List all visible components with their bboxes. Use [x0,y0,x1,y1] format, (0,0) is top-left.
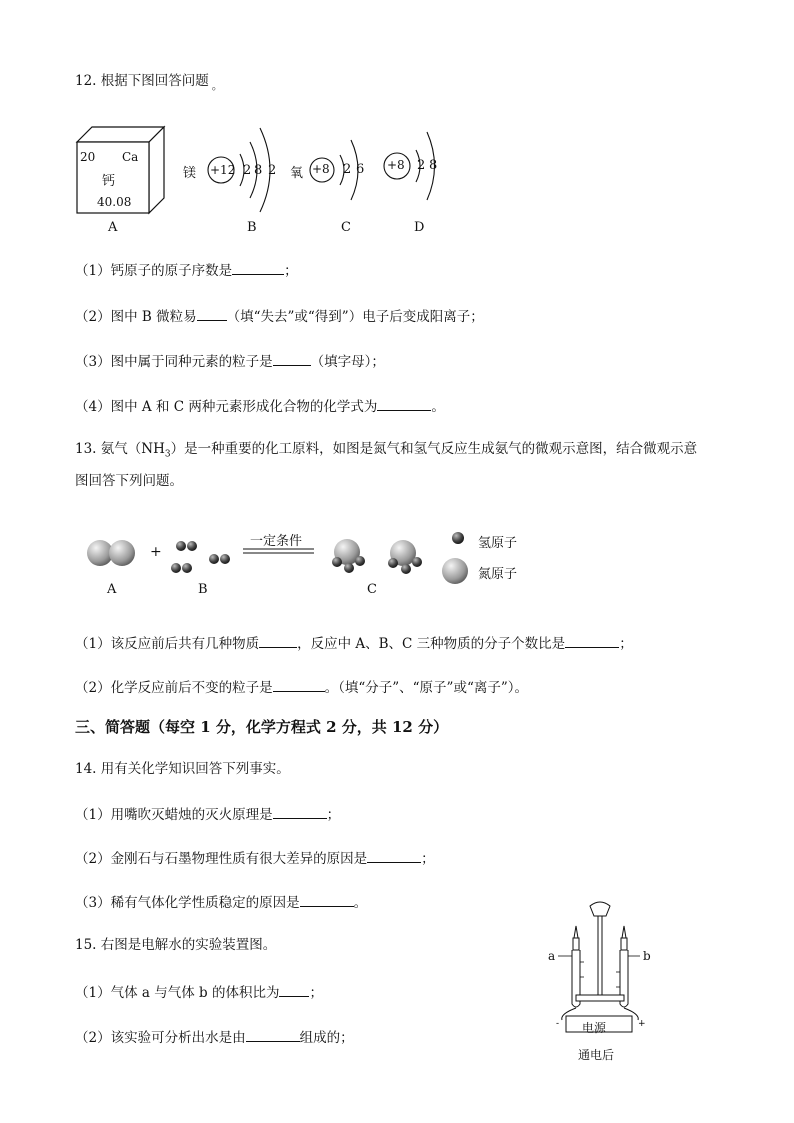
q14-part2-pre: （2）金刚石与石墨物理性质有很大差异的原因是 [75,851,368,867]
answer-blank-q12-1[interactable] [232,260,284,275]
label-C: C [341,220,351,235]
q13-label-A: A [107,582,117,597]
q13-part1-mid: ，反应中 A、B、C 三种物质的分子个数比是 [297,636,566,652]
right-tube-tip [622,926,626,938]
power-label: 电源 [582,1021,607,1035]
answer-blank-q13-1b[interactable] [565,633,619,648]
hydrogen-atom [209,554,219,564]
q13-stem-b: ）是一种重要的化工原料，如图是氮气和氢气反应生成氨气的微观示意图，结合微观示意 [170,441,698,457]
gas-label-b: b [643,949,651,963]
q15-part1-pre: （1）气体 a 与气体 b 的体积比为 [75,985,280,1001]
q13-part1 [75,633,633,653]
gas-label-a: a [548,949,556,963]
ammonia-hydrogen-atom [388,558,398,568]
plus-sign: + [150,544,162,560]
q12-part2-post: （填“失去”或“得到”）电子后变成阳离子； [226,309,484,325]
q14-part3-post: 。 [353,895,368,911]
q15-part2-post: 组成的； [299,1030,354,1046]
o-nucleus-charge: +8 [312,162,330,176]
q14-part1-pre: （1）用嘴吹灭蜡烛的灭火原理是 [75,807,273,823]
q12-stem-end: 。 [211,79,223,92]
q12-part3 [75,351,385,371]
label-A: A [108,220,118,235]
right-valve [621,938,627,950]
answer-blank-q12-4[interactable] [377,396,431,411]
q14-part1-post: ； [326,807,341,823]
d-shell-1: 2 [417,158,426,173]
answer-blank-q15-2[interactable] [246,1027,300,1042]
q14-part3 [75,892,367,912]
q13-stem [75,440,697,464]
q12-part4-post: 。 [431,399,445,415]
q12-part1 [75,260,298,280]
q13-subscript: 3 [164,449,171,460]
hydrogen-atom [187,541,197,551]
d-shell-2: 8 [429,158,438,173]
o-shell-1: 2 [343,162,352,177]
left-tube-tip [574,926,578,938]
hydrogen-atom [182,563,192,573]
legend-hydrogen-label: 氢原子 [478,536,518,551]
q13-label-C: C [367,582,377,597]
q12-part2 [75,306,484,326]
negative-terminal: - [556,1019,560,1029]
hydrogen-atom [176,541,186,551]
reaction-condition: 一定条件 [250,534,303,549]
calcium-atomic-mass: 40.08 [97,195,132,209]
ammonia-hydrogen-atom [332,557,342,567]
q12-part2-pre: （2）图中 B 微粒易 [75,309,197,325]
q13-part2-pre: （2）化学反应前后不变的粒子是 [75,680,273,696]
answer-blank-q14-2[interactable] [367,848,421,863]
ammonia-hydrogen-atom [355,556,365,566]
positive-terminal: + [638,1019,646,1029]
reservoir-funnel [590,902,610,916]
calcium-atomic-number: 20 [80,150,96,164]
mg-nucleus-charge: +12 [210,163,236,177]
left-valve [573,938,579,950]
q14-part3-pre: （3）稀有气体化学性质稳定的原因是 [75,895,300,911]
q14-stem: 14. 用有关化学知识回答下列事实。 [75,761,290,777]
answer-blank-q12-2[interactable] [197,306,227,321]
ammonia-hydrogen-atom [344,563,354,573]
answer-blank-q14-3[interactable] [300,892,354,907]
legend-hydrogen-icon [452,532,464,544]
mg-shell-3: 2 [268,163,277,178]
q15-part2-pre: （2）该实验可分析出水是由 [75,1030,246,1046]
q12-stem-text: 12. 根据下图回答问题 [75,73,209,89]
label-D: D [414,220,425,235]
q13-part1-pre: （1）该反应前后共有几种物质 [75,636,260,652]
q13-stem-a: 13. 氨气（NH [75,441,165,457]
hydrogen-atom [171,563,181,573]
q12-part4-pre: （4）图中 A 和 C 两种元素形成化合物的化学式为 [75,399,378,415]
answer-blank-q15-1[interactable] [279,982,309,997]
q12-part3-pre: （3）图中属于同种元素的粒子是 [75,354,273,370]
o-shell-2: 6 [356,162,365,177]
q15-stem: 15. 右图是电解水的实验装置图。 [75,937,277,953]
q13-part1-post: ； [619,636,633,652]
legend-nitrogen-label: 氮原子 [478,567,518,582]
apparatus-caption: 通电后 [578,1048,615,1062]
mg-shell-1: 2 [243,163,252,178]
bottom-connector [576,995,624,1001]
q15-part2 [75,1027,354,1047]
q13-part2 [75,677,528,697]
q15-part1 [75,982,323,1002]
answer-blank-q12-3[interactable] [273,351,311,366]
mg-shell-2: 8 [254,163,263,178]
q12-part3-post: （填字母）； [310,354,385,370]
magnesium-name: 镁 [183,166,197,181]
q12-part4 [75,396,445,416]
q13-part2-post: 。（填“分子”、“原子”或“离子”）。 [324,680,529,696]
q13-label-B: B [198,582,208,597]
nitrogen-molecule-atom-2 [109,540,135,566]
q14-part2-post: ； [421,851,435,867]
section-3-heading: 三、简答题（每空 1 分，化学方程式 2 分，共 12 分） [75,718,449,736]
hydrogen-atom [220,554,230,564]
q14-part2 [75,848,435,868]
oxygen-name: 氧 [290,166,304,181]
q12-stem [75,72,223,91]
legend-nitrogen-icon [442,558,468,584]
ammonia-hydrogen-atom [412,557,422,567]
d-nucleus-charge: +8 [387,158,405,172]
calcium-symbol: Ca [122,150,139,164]
q13-stem-line2: 图回答下列问题。 [75,473,183,489]
answer-blank-q14-1[interactable] [273,804,327,819]
cube-side-face [149,127,164,213]
q14-part1 [75,804,340,824]
q12-part1-pre: （1）钙原子的原子序数是 [75,263,233,279]
ammonia-hydrogen-atom [401,564,411,574]
q12-part1-post: ； [284,263,298,279]
answer-blank-q13-1a[interactable] [259,633,297,648]
calcium-name: 钙 [102,174,116,189]
answer-blank-q13-2[interactable] [273,677,325,692]
label-B: B [247,220,257,235]
q15-part1-post: ； [309,985,323,1001]
